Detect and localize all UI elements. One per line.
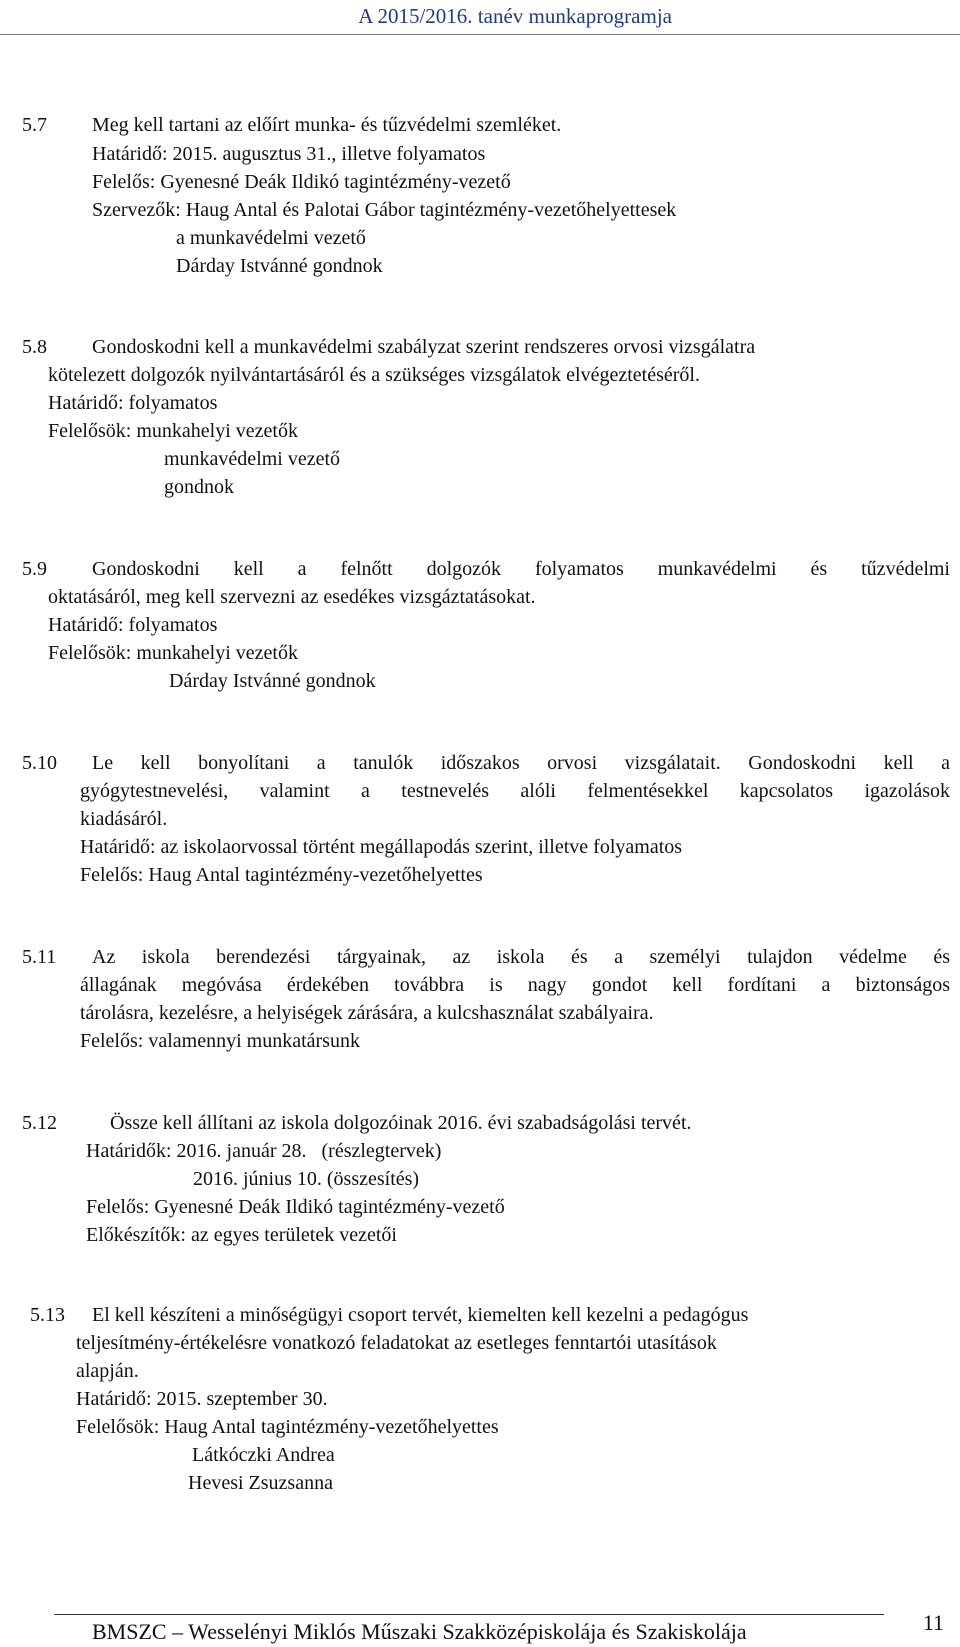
- item-deadline: Határidők: 2016. január 28. (részlegtervek): [86, 1140, 442, 1162]
- item-text: Meg kell tartani az előírt munka- és tűzvédelmi szemléket.: [92, 114, 562, 136]
- item-text: oktatásáról, meg kell szervezni az esedékes vizsgáztatásokat.: [48, 586, 536, 608]
- item-responsible-cont: Hevesi Zsuzsanna: [188, 1472, 333, 1494]
- item-text: Az iskola berendezési tárgyainak, az iskola és a személyi tulajdon védelme és: [92, 946, 950, 968]
- item-text: gyógytestnevelési, valamint a testnevelés alóli felmentésekkel kapcsolatos igazolások: [80, 780, 950, 802]
- item-responsible: Felelős: Haug Antal tagintézmény-vezetőhelyettes: [80, 864, 483, 886]
- item-number: 5.7: [22, 114, 47, 136]
- item-preparers: Előkészítők: az egyes területek vezetői: [86, 1224, 397, 1246]
- item-organizers-cont: Dárday Istvánné gondnok: [176, 255, 383, 277]
- item-organizers-cont: a munkavédelmi vezető: [176, 227, 366, 249]
- item-deadline: Határidő: folyamatos: [48, 614, 218, 636]
- item-text: állagának megóvása érdekében továbbra is nagy gondot kell fordítani a biztonságos: [80, 974, 950, 996]
- item-text: teljesítmény-értékelésre vonatkozó feladatokat az esetleges fenntartói utasítások: [76, 1332, 717, 1354]
- item-text: kiadásáról.: [80, 808, 168, 830]
- item-responsible-cont: Látkóczki Andrea: [192, 1444, 335, 1466]
- header-title: A 2015/2016. tanév munkaprogramja: [358, 4, 672, 28]
- item-text: El kell készíteni a minőségügyi csoport tervét, kiemelten kell kezelni a pedagógus: [92, 1304, 749, 1326]
- footer-institution: BMSZC – Wesselényi Miklós Műszaki Szakközépiskolája és Szakiskolája: [92, 1619, 747, 1644]
- item-number: 5.8: [22, 336, 47, 358]
- item-text: tárolásra, kezelésre, a helyiségek zárására, a kulcshasználat szabályaira.: [80, 1002, 654, 1024]
- item-responsible: Felelős: Gyenesné Deák Ildikó tagintézmény-vezető: [86, 1196, 505, 1218]
- item-responsible: Felelősök: munkahelyi vezetők: [48, 642, 298, 664]
- item-text: Össze kell állítani az iskola dolgozóinak 2016. évi szabadságolási tervét.: [110, 1112, 692, 1134]
- item-responsible: Felelősök: Haug Antal tagintézmény-vezetőhelyettes: [76, 1416, 499, 1438]
- item-organizers: Szervezők: Haug Antal és Palotai Gábor tagintézmény-vezetőhelyettesek: [92, 199, 677, 221]
- footer-divider: [54, 1614, 884, 1615]
- item-number: 5.13: [30, 1304, 65, 1326]
- item-responsible: Felelős: Gyenesné Deák Ildikó tagintézmény-vezető: [92, 171, 511, 193]
- item-responsible: Felelősök: munkahelyi vezetők: [48, 420, 298, 442]
- item-deadline: Határidő: 2015. szeptember 30.: [76, 1388, 328, 1410]
- item-text: Gondoskodni kell a munkavédelmi szabályzat szerint rendszeres orvosi vizsgálatra: [92, 336, 756, 358]
- item-deadline-cont: 2016. június 10. (összesítés): [193, 1168, 420, 1190]
- item-text: kötelezett dolgozók nyilvántartásáról és a szükséges vizsgálatok elvégeztetéséről.: [48, 364, 700, 386]
- page-header: [0, 4, 960, 35]
- item-deadline: Határidő: az iskolaorvossal történt megállapodás szerint, illetve folyamatos: [80, 836, 683, 858]
- item-text: Gondoskodni kell a felnőtt dolgozók folyamatos munkavédelmi és tűzvédelmi: [92, 558, 950, 580]
- item-responsible: Felelős: valamennyi munkatársunk: [80, 1030, 360, 1052]
- item-responsible-cont: munkavédelmi vezető: [164, 448, 341, 470]
- item-text: Le kell bonyolítani a tanulók időszakos orvosi vizsgálatait. Gondoskodni kell a: [92, 752, 950, 774]
- item-number: 5.10: [22, 752, 57, 774]
- item-number: 5.12: [22, 1112, 57, 1134]
- item-responsible-cont: Dárday Istvánné gondnok: [169, 670, 376, 692]
- item-deadline: Határidő: folyamatos: [48, 392, 218, 414]
- item-number: 5.11: [22, 946, 57, 968]
- item-number: 5.9: [22, 558, 47, 580]
- item-deadline: Határidő: 2015. augusztus 31., illetve folyamatos: [92, 143, 486, 165]
- item-responsible-cont: gondnok: [164, 476, 234, 498]
- page-number: 11: [922, 1610, 944, 1635]
- item-text: alapján.: [76, 1360, 139, 1382]
